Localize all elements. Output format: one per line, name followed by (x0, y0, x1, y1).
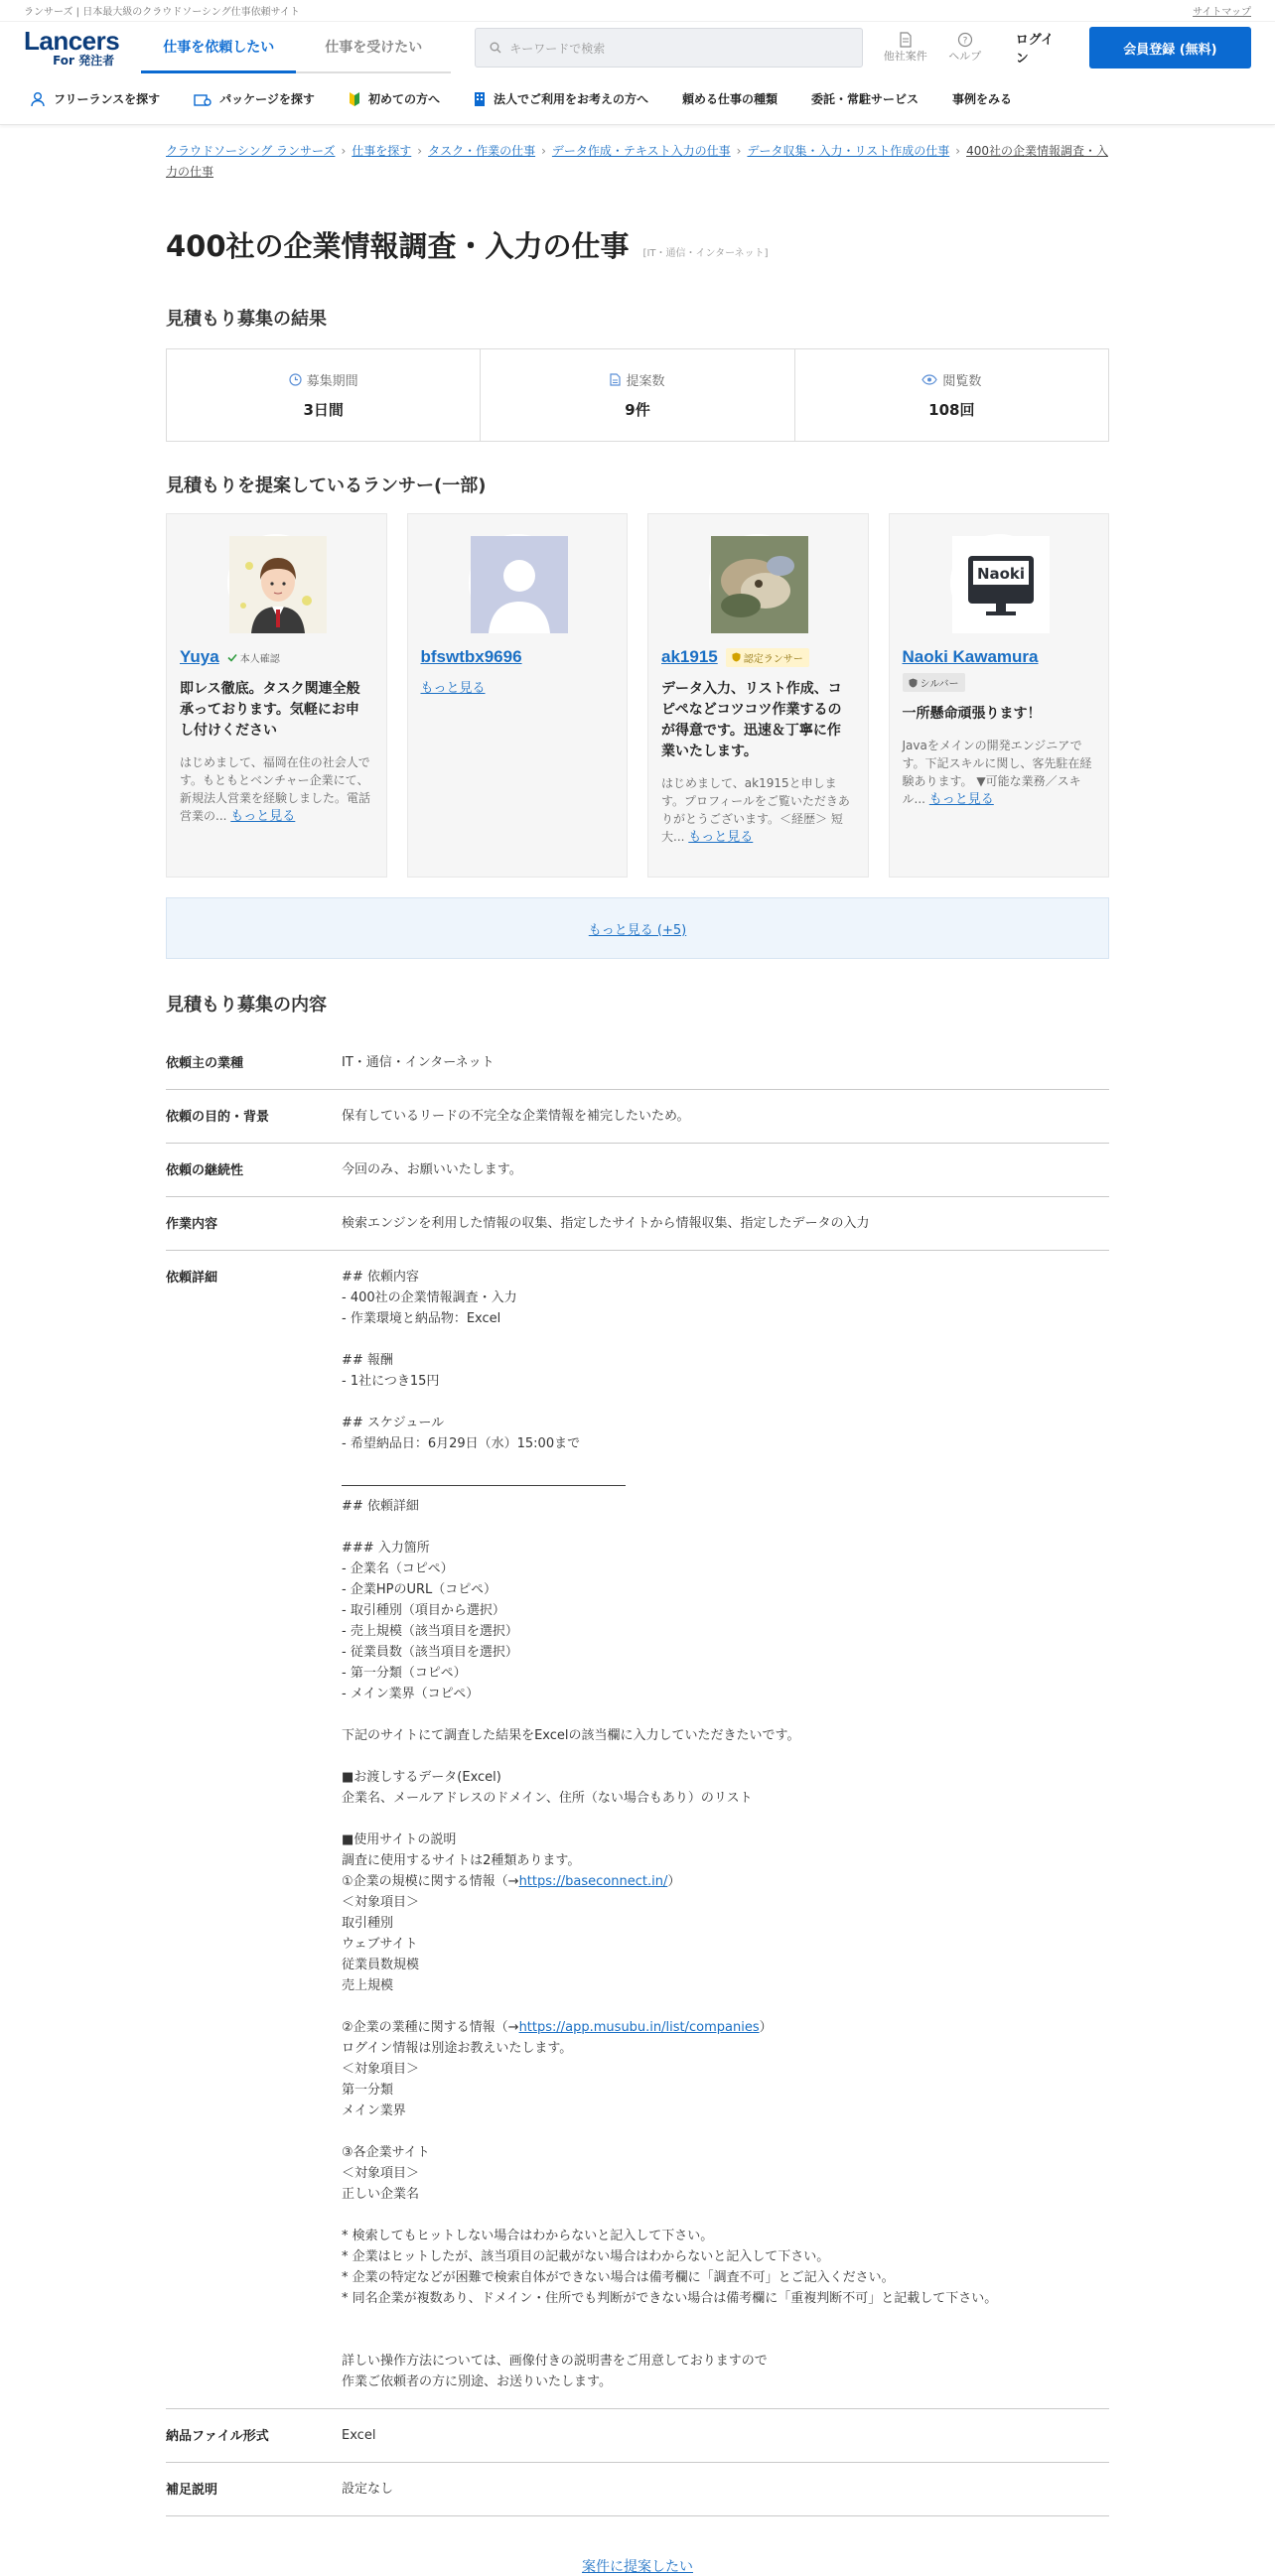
request-details-table (166, 1036, 1109, 2516)
lancer-card[interactable] (647, 513, 869, 878)
stat-value: 108回 (928, 401, 975, 419)
table-row (166, 1144, 1109, 1197)
search-input[interactable] (475, 28, 863, 68)
request-details-text (342, 1267, 1109, 2392)
chevron-right-icon: › (417, 144, 423, 158)
lancer-description (180, 753, 373, 826)
row-label: 依頼主の業種 (166, 1056, 244, 1071)
lancer-catchphrase: 即レス徹底。タスク関連全般承っております。気軽にお申し付けください (180, 681, 360, 739)
stat-value: 9件 (625, 401, 650, 419)
content-heading: 見積もり募集の内容 (166, 995, 327, 1016)
details-text: ） ログイン情報は別途お教えいたします。 ＜対象項目＞ 第一分類 メイン業界 ③各企業サイト ＜対象項目＞ 正しい企業名 * 検索してもヒットしない場合はわからないと記入して下さい。 * 企業はヒットしたが、該当項目の記載がない場合はわからないと記入して下さい。 * 企業の特定などが困難で検索自体ができない場合は備考欄に「調査不可」とご記入ください。 * 同名企業が複数あり、ドメイン・住所でも判断ができない場合は備考欄に「重複判断不可」と記載して下さい。 詳しい操作方法については、画像付きの説明書をご用意しておりますので 作業ご依頼者の方に別途、お送りいたします。 (342, 2020, 998, 2389)
card-more-link[interactable]: もっと見る (928, 792, 994, 807)
lancer-name[interactable]: bfswtbx9696 (420, 647, 522, 666)
check-icon (227, 653, 237, 662)
lancer-description (903, 737, 1096, 809)
table-row (166, 1251, 1109, 2409)
signup-button[interactable]: 会員登録 (無料) (1089, 27, 1251, 68)
propose-section (166, 2556, 1109, 2576)
nav-case-studies[interactable] (952, 90, 1012, 107)
header-tabs (141, 22, 451, 73)
other-jobs-label: 他社案件 (883, 50, 927, 63)
lancer-description (421, 679, 615, 698)
row-label: 依頼詳細 (166, 1271, 218, 1286)
breadcrumb (166, 141, 1109, 183)
beginner-icon (349, 91, 360, 107)
shield-icon (732, 652, 741, 662)
tab-order-work[interactable]: 仕事を依頼したい (141, 22, 296, 73)
breadcrumb-item[interactable]: タスク・作業の仕事 (428, 144, 536, 158)
card-name-row (180, 647, 373, 667)
page-category: [IT・通信・インターネット] (642, 248, 769, 259)
nav-label: 事例をみる (952, 92, 1013, 106)
avatar-text: Naoki (976, 565, 1025, 583)
card-more-link[interactable]: もっと見る (420, 681, 486, 696)
row-value: 設定なし (342, 2482, 394, 2497)
avatar[interactable] (950, 534, 1048, 631)
header (0, 22, 1275, 73)
badge-label: 認定ランサー (743, 653, 803, 665)
shield-icon (909, 678, 918, 688)
stat-label (289, 370, 358, 389)
chevron-right-icon: › (736, 144, 742, 158)
nav-corporate[interactable] (474, 90, 648, 107)
nav-job-types[interactable] (682, 90, 778, 107)
table-row (166, 1090, 1109, 1144)
description-text: Javaをメインの開発エンジニアです。下記スキルに関し、客先駐在経験あります。 ▼可能な業務／スキル... (902, 739, 1092, 806)
chevron-right-icon: › (341, 144, 347, 158)
package-icon (194, 91, 212, 107)
row-label: 依頼の継続性 (166, 1163, 244, 1178)
nav-beginner[interactable] (349, 90, 440, 107)
lancer-name[interactable]: Yuya (180, 647, 219, 666)
badge-label: シルバー (920, 679, 959, 690)
breadcrumb-current: 400社の企業情報調査・入力の仕事 (166, 144, 1108, 179)
avatar[interactable] (709, 534, 806, 631)
nav-label: パッケージを探す (219, 92, 315, 106)
avatar-illustration (229, 536, 327, 633)
lancer-card[interactable] (407, 513, 629, 878)
row-value: 検索エンジンを利用した情報の収集、指定したサイトから情報収集、指定したデータの入力 (342, 1216, 870, 1231)
row-value: Excel (342, 2428, 376, 2443)
lancer-description (661, 774, 855, 847)
row-label: 作業内容 (166, 1217, 218, 1232)
row-value: IT・通信・インターネット (342, 1055, 495, 1070)
top-strip (0, 0, 1275, 22)
lancer-catchphrase: 一所懸命頑張ります！ (902, 706, 1042, 722)
stat-label-text: 閲覧数 (942, 374, 982, 389)
nav-find-package[interactable] (194, 90, 315, 107)
stat-period (167, 349, 481, 441)
stat-views (795, 349, 1108, 441)
nav-outsourcing[interactable] (811, 90, 919, 107)
row-value: 今回のみ、お願いいたします。 (342, 1162, 522, 1177)
verified-badge (227, 650, 280, 665)
avatar-monitor (952, 536, 1050, 633)
logo-sub: For 発注者 (53, 54, 115, 68)
details-text: ） ＜対象項目＞ 取引種別 ウェブサイト 従業員数規模 売上規模 ②企業の業種に関する情報（→ (342, 1874, 681, 2035)
row-label: 補足説明 (166, 2483, 218, 2498)
tab-receive-work[interactable]: 仕事を受けたい (296, 22, 451, 73)
avatar[interactable] (227, 534, 325, 631)
site-tagline: ランサーズ | 日本最大級のクラウドソーシング仕事依頼サイト (24, 7, 300, 18)
clock-icon (289, 373, 302, 386)
header-icons (881, 32, 990, 64)
help-icon (957, 32, 973, 48)
lancer-name[interactable]: ak1915 (661, 647, 718, 666)
table-row (166, 1036, 1109, 1090)
lancer-name[interactable]: Naoki Kawamura (902, 647, 1039, 666)
chevron-right-icon: › (541, 144, 546, 158)
table-row (166, 1197, 1109, 1251)
card-name-row (903, 647, 1096, 667)
lancer-catchphrase: データ入力、リスト作成、コピペなどコツコツ作業するのが得意です。迅速＆丁寧に作業いたします。 (661, 681, 842, 759)
card-name-row (661, 647, 855, 667)
document-icon (610, 373, 621, 386)
description-text: はじめまして、ak1915と申します。プロフィールをご覧いただきありがとうございます。＜経歴＞ 短大... (661, 776, 850, 844)
musubu-link[interactable]: https://app.musubu.in/list/companies (518, 2020, 760, 2035)
stat-proposals (481, 349, 794, 441)
lancers-heading: 見積もりを提案しているランサー(一部) (166, 475, 487, 496)
building-icon (474, 91, 486, 107)
main-content (166, 125, 1109, 2576)
card-more-link[interactable]: もっと見る (230, 809, 296, 824)
avatar[interactable] (469, 534, 566, 631)
lancers-logo[interactable] (24, 28, 119, 68)
badge-label: 本人確認 (239, 653, 280, 665)
description-text: はじめまして、福岡在住の社会人です。もともとベンチャー企業にて、新規法人営業を経験しました。電話営業の... (180, 755, 371, 823)
nav-label: 法人でご利用をお考えの方へ (493, 92, 648, 106)
page-title: 400社の企業情報調査・入力の仕事 (166, 229, 630, 263)
stat-label (921, 370, 981, 389)
details-text: ## 依頼内容 - 400社の企業情報調査・入力 - 作業環境と納品物：Excel ## 報酬 - 1社につき15円 ## スケジュール - 希望納品日：6月29日（水）15:00まで ―――――――――――――――――――――― ## 依頼詳細 ### 入力箇所 - 企業名（コピペ） - 企業HPのURL（コピペ） - 取引種別（項目から選択） - 売上規模（該当項目を選択） - 従業員数（該当項目を選択） - 第一分類（コピペ） - メイン業界（コピペ） 下記のサイトにて調査した結果をExcelの該当欄に入力していただきたいです。 ■お渡しするデータ(Excel) 企業名、メールアドレスのドメイン、住所（ない場合もあり）のリスト ■使用サイトの説明 調査に使用するサイトは2種類あります。 ①企業の規模に関する情報（→ (342, 1270, 800, 1889)
nav-find-freelancer[interactable] (30, 90, 160, 107)
stat-value: 3日間 (303, 401, 344, 419)
search-placeholder: キーワードで検索 (509, 41, 606, 56)
svg-text:?: ? (962, 36, 968, 47)
other-jobs-button[interactable] (881, 32, 930, 64)
table-row (166, 2463, 1109, 2516)
propose-link[interactable]: 案件に提案したい (582, 2559, 693, 2575)
avatar-photo (711, 536, 808, 633)
nav-label: 頼める仕事の種類 (681, 92, 778, 106)
row-value: 保有しているリードの不完全な企業情報を補完したいため。 (342, 1109, 690, 1124)
breadcrumb-item[interactable]: 仕事を探す (352, 144, 412, 158)
login-button[interactable]: ログイン (1015, 33, 1055, 67)
breadcrumb-item[interactable]: クラウドソーシング ランサーズ (166, 144, 336, 158)
help-label: ヘルプ (948, 50, 982, 63)
lancer-card[interactable] (889, 513, 1110, 878)
more-lancers-button[interactable]: もっと見る (+5) (166, 897, 1109, 959)
card-more-link[interactable]: もっと見る (688, 830, 754, 845)
page-title-row (166, 224, 1109, 265)
stat-label-text: 提案数 (626, 374, 665, 389)
card-name-row (421, 647, 615, 667)
eye-icon (921, 374, 937, 385)
certified-badge (726, 648, 809, 667)
nav-label: フリーランスを探す (54, 92, 161, 106)
breadcrumb-item[interactable]: データ作成・テキスト入力の仕事 (551, 144, 731, 158)
document-icon (899, 32, 913, 48)
results-heading: 見積もり募集の結果 (166, 309, 327, 330)
default-avatar-icon (471, 536, 568, 633)
search-icon (490, 42, 501, 54)
sitemap-link[interactable]: サイトマップ (1193, 7, 1251, 18)
main-nav (0, 73, 1275, 125)
lancer-card[interactable] (166, 513, 387, 878)
stats-box (166, 348, 1109, 442)
stat-label-text: 募集期間 (306, 374, 358, 389)
stat-label (610, 370, 664, 389)
table-row (166, 2409, 1109, 2463)
lancer-cards (166, 513, 1109, 878)
nav-label: 初めての方へ (367, 92, 440, 106)
nav-label: 委託・常駐サービス (810, 92, 919, 106)
person-icon (30, 91, 46, 107)
row-label: 納品ファイル形式 (166, 2429, 269, 2444)
logo-main: Lancers (24, 26, 120, 56)
chevron-right-icon: › (955, 144, 961, 158)
row-label: 依頼の目的・背景 (166, 1110, 270, 1125)
silver-badge (903, 673, 965, 692)
breadcrumb-item[interactable]: データ収集・入力・リスト作成の仕事 (747, 144, 950, 158)
help-button[interactable] (940, 32, 990, 64)
baseconnect-link[interactable]: https://baseconnect.in/ (518, 1874, 668, 1889)
